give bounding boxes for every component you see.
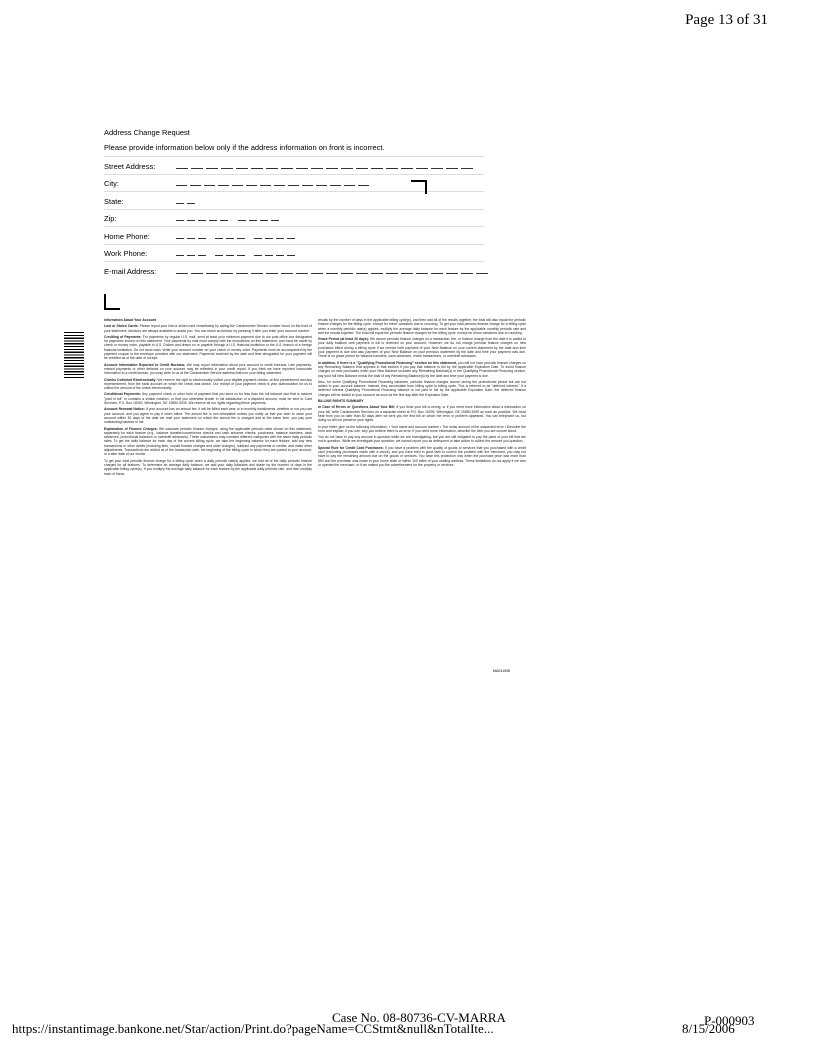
- source-url: https://instantimage.bankone.net/Star/action/Print.do?pageName=CCStmt&null&nTotalIte...: [12, 1021, 494, 1036]
- city-row: [104, 174, 484, 192]
- zip-field[interactable]: [176, 220, 279, 226]
- fine-print-paragraph: You do not have to pay any amount in question while we are investigating, but you are still obligated to pay the parts of your bill that are not in question. While we investigate your question, we cannot report you as delinquent or take action to collect the amount you question.: [318, 435, 526, 444]
- fine-print-paragraph: Grace Period (at least 20 days): We accrue periodic finance charges on a transaction, fee, or finance charge from the date it is added to your daily balance until payment in full is received on your account. However, we do not charge periodic finance charges on new purchases billed during a billing cycle if we receive both payment of your New Balance on your current statement by the date and time your payment is due and also payment of your New Balance on your previous statement by the date and time your payment was due. There is no grace period for balance transfers, cash advances, check transactions, or overdraft advances.: [318, 337, 526, 359]
- form-code: MA011006: [493, 669, 511, 673]
- fine-print-paragraph: In Case of Errors or Questions About Your Bill: If you think your bill is wrong, or if you need more information about a transaction on your bill, write Cardmember Services on a separate sheet at P.O. Box 15299, Wilmington, DE 19850-5299 as soon as possible. We must hear from you no later than 60 days after we sent you the first bill on which the error or problem appeared. You can telephone us, but doing so will not preserve your rights.: [318, 405, 526, 423]
- window-corner-mark: [104, 294, 120, 310]
- fine-print-paragraph: In your letter, give us the following information: • Your name and account number • The dollar amount of the suspected error • Describe the error and explain, if you can, why you believe there is an error. If you need more information, describe the item you are unsure about.: [318, 424, 526, 433]
- fine-print-paragraph: Checks Collected Electronically: We reserve the right to electronically collect your eligible payment checks, at first presentment and any representment, from the bank account on which the check was drawn. Our receipt of your payment check is your authorization for us to collect the amount of the check electronically.: [104, 377, 312, 391]
- state-row: [104, 191, 484, 209]
- fine-print-paragraph: Also, for some Qualifying Promotional Financing balances, periodic finance charges accrue during the promotional period but are not added to your account balance. Instead, they accumulate from billing cycle to billing cycle. This is referred to as "deferred interest." If a deferred interest Qualifying Promotional Financing balance is not paid in full by the applicable Expiration Date, the deferred finance charges will be added to your account as soon as the first day after the Expiration Date.: [318, 379, 526, 397]
- field-label: Street Address:: [104, 161, 156, 171]
- bates-number: P-000903: [704, 1013, 755, 1028]
- state-field[interactable]: [176, 203, 195, 209]
- fine-print-paragraph: BILLING RIGHTS SUMMARY: [318, 399, 364, 404]
- street-address-row: [104, 156, 484, 174]
- fine-print-paragraph: Conditional Payments: Any payment check or other form of payment that you send us for less than the full balance due that is marked "paid in full" or contains a similar notation, or that you otherwise tender in full satisfaction of a disputed amount, must be sent to Card Services, P.O. Box 15049, Wilmington, DE 19850-5049. We reserve all our rights regarding these payments.: [104, 392, 312, 406]
- city-field[interactable]: [176, 185, 369, 191]
- fine-print-paragraph: Special Rule for Credit Card Purchases: If you have a problem with the quality of goods or services that you purchased with a credit card (excluding purchases made with a check), and you have tried in good faith to correct the problem with the merchant, you may not have to pay the remaining amount due on the goods or services. You have this protection only when the purchase price was more than $50 and the purchase was made in your home state or within 100 miles of your mailing address. These limitations do not apply if we own or operate the merchant, or if we mailed you the advertisement for the property or services.: [318, 445, 526, 467]
- fine-print-paragraph: Lost or Stolen Cards: Please report your lost or stolen card immediately by calling the Cardmember Service number found on the front of your statement. Advisors are always available to assist you. You can reach an Advisor by pressing 0 after you enter your account number.: [104, 324, 312, 333]
- fine-print-paragraph: Crediting of Payments: For payments by regular U.S. mail, send at least your minimum payment due to our post office box designated for payments shown on this statement. Your payments by mail must comply with the instructions on this statement, and must be made by check or money order, payable in U.S. Dollars and drawn on or payable through a U.S. financial institution or the U.S. branch of a foreign financial institution. Do not send cash. Write your account number on your check or money order. Payments must be accompanied by the payment coupon in the envelope provided with our statement. Payments received by the date and time designated for your payment will be credited as of the date of receipt.: [104, 334, 312, 361]
- home-phone-field[interactable]: [176, 238, 295, 244]
- field-label: State:: [104, 196, 124, 206]
- fine-print-left-column: [104, 318, 312, 478]
- fine-print-right-column: [318, 318, 526, 469]
- page-number: Page 13 of 31: [685, 12, 768, 28]
- address-change-form: [104, 128, 484, 279]
- barcode: [64, 332, 84, 378]
- form-title: Address Change Request: [104, 128, 190, 137]
- fine-print-paragraph: In addition, if there is a "Qualifying Promotional Financing" section on this statement, you will not incur periodic finance charges on any Remaining Balance that appears in that section if you pay that balance in full by the applicable Expiration Date. To avoid finance charges on new purchases when your New Balance includes any Remaining Balance(s) in the Qualifying Promotional Financing section, pay your full New Balance minus the total of any Remaining Balance(s) by the date and time your payment is due.: [318, 360, 526, 378]
- fine-print-paragraph: Explanation of Finance Charges: We calculate periodic finance charges, using the applicable periodic rates shown on this statement, separately for each feature (e.g., balance transfer/convenience checks and cash advance checks, purchases, balance transfers, cash advances, promotional balances or overdraft advances). These calculations may combine different categories with the same daily periodic rates. To get the daily balance for each day of the current billing cycle, we take the beginning balance for each feature, add any new transactions or other debits (including fees, unpaid finance charges and other charges), subtract any payments or credits, and make other adjustments. Transactions are added as of the transaction date, the beginning of the billing cycle in which they are posted to your account, or a later date of our choice.: [104, 426, 312, 457]
- email-field[interactable]: [176, 273, 488, 279]
- zip-row: [104, 209, 484, 227]
- field-label: Work Phone:: [104, 249, 148, 258]
- street-address-field[interactable]: [176, 168, 473, 174]
- window-corner-mark: [411, 180, 427, 194]
- work-phone-field[interactable]: [176, 255, 295, 261]
- print-date: 8/15/2006: [682, 1021, 735, 1036]
- field-label: Home Phone:: [104, 231, 150, 241]
- fine-print-paragraph: results by the number of days in the applicable billing cycle(s), and then add all of the results together, the total will also equal the periodic finance charges for the billing cycle, except for minor variations due to rounding. To get your total periodic finance charge for a billing cycle when a monthly periodic rate(s) applies, multiply the average daily balance for each feature by the applicable monthly periodic rate and add the results together. The total will equal the periodic finance charges for the billing cycle, except for minor variations due to rounding.: [318, 318, 526, 335]
- email-row: [104, 261, 484, 279]
- home-phone-row: [104, 226, 484, 244]
- field-label: E-mail Address:: [104, 266, 157, 276]
- fine-print-paragraph: Account Renewal Notice: If your account has an annual fee, it will be billed each year or in monthly installments, whether or not you use your account, and you agree to pay it when billed. The annual fee is non-refundable unless you notify us that you wish to close your account within 30 days of the date we mail your statement on which the annual fee is charged and at the same time, you pay your outstanding balance in full.: [104, 407, 312, 425]
- fine-print-paragraph: To get your total periodic finance charge for a billing cycle when a daily periodic rate(s) applies, we add all of the daily periodic finance charges for all features. To determine an average daily balance, we add your daily balances and divide by the number of days in the applicable billing cycle(s). If you multiply the average daily balance for each feature by the applicable daily periodic rate, and then multiply each of these: [104, 458, 312, 476]
- fine-print-paragraph: Information About Your Account: [104, 318, 156, 322]
- form-instructions: Please provide information below only if the address information on front is incorrect.: [104, 143, 385, 152]
- fine-print-paragraph: Account Information Reported to Credit Bureaus: We may report information about your account to credit bureaus. Late payments, missed payments or other defaults on your account may be reflected in your credit report. If you think we have reported inaccurate information to a credit bureau, you may write to us at the Cardmember Service address listed on your billing statement.: [104, 362, 313, 376]
- field-label: Zip:: [104, 214, 117, 223]
- work-phone-row: [104, 244, 484, 262]
- case-number: Case No. 08-80736-CV-MARRA: [332, 1010, 506, 1025]
- field-label: City:: [104, 179, 119, 188]
